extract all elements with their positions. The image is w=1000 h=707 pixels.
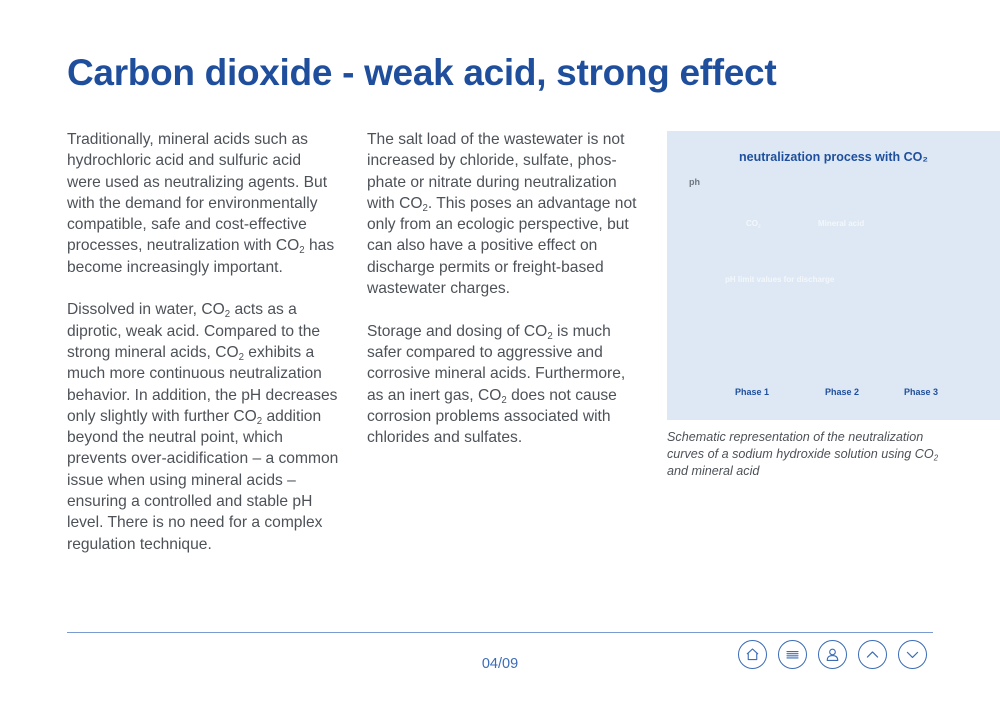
next-page-button[interactable] bbox=[898, 640, 927, 669]
home-icon bbox=[744, 646, 761, 663]
phase-label: Phase 2 bbox=[825, 387, 860, 397]
legend-co2: $CO_2$ bbox=[746, 219, 761, 230]
menu-icon bbox=[784, 646, 801, 663]
text-column-left bbox=[67, 129, 339, 555]
figure-title: neutralization process with CO₂ bbox=[739, 150, 928, 164]
footer-navigation bbox=[738, 640, 927, 669]
phase-label: Phase 1 bbox=[735, 387, 770, 397]
menu-button[interactable] bbox=[778, 640, 807, 669]
ph-limit-label: pH limit values for discharge bbox=[725, 275, 835, 284]
contact-button[interactable] bbox=[818, 640, 847, 669]
figure-y-axis-label: ph bbox=[689, 177, 700, 187]
previous-page-button[interactable] bbox=[858, 640, 887, 669]
neutralization-figure bbox=[667, 131, 1000, 420]
paragraph: The salt load of the wastewater is not increased by chloride, sulfate, phosphate or nitrate during neutralization with $CO_2$. This poses an advantage not only from an ecologic perspective, but can also have a positive effect on discharge permits or freight-based wastewater charges. bbox=[367, 131, 637, 298]
contact-icon bbox=[824, 646, 841, 663]
chevron-down-icon bbox=[904, 646, 921, 663]
phase-label: Phase 3 bbox=[904, 387, 939, 397]
figure-caption: Schematic representation of the neutralization curves of a sodium hydroxide solution using $CO_2$ and mineral acid bbox=[667, 430, 939, 478]
paragraph: Storage and dosing of $CO_2$ is much safer compared to aggressive and corrosive mineral acids. Furthermore, as an inert gas, $CO_2$ does not cause corrosion problems associated with chlorides and sulfates. bbox=[367, 322, 626, 447]
legend-mineral-acid: Mineral acid bbox=[818, 219, 865, 228]
home-button[interactable] bbox=[738, 640, 767, 669]
text-column-middle bbox=[367, 129, 639, 448]
chevron-up-icon bbox=[864, 646, 881, 663]
footer-divider bbox=[67, 632, 933, 633]
paragraph: Traditionally, mineral acids such as hydrochloric acid and sulfuric acid were used as neutralizing agents. But with the demand for environmentally compatible, safe and cost-effective processes, neutralization with $CO_2$ has become increasingly important. bbox=[67, 131, 335, 276]
page-title: Carbon dioxide - weak acid, strong effect bbox=[67, 52, 777, 93]
paragraph: Dissolved in water, $CO_2$ acts as a diprotic, weak acid. Compared to the strong mineral acids, $CO_2$ exhibits a much more continuous neutralization behavior. In addition, the pH decreases only slightly with further $CO_2$ addition beyond the neutral point, which prevents over-acidification – a common issue when using mineral acids – ensuring a controlled and stable pH level. There is no need for a complex regulation technique. bbox=[67, 301, 339, 553]
page-number: 04/09 bbox=[481, 656, 519, 672]
